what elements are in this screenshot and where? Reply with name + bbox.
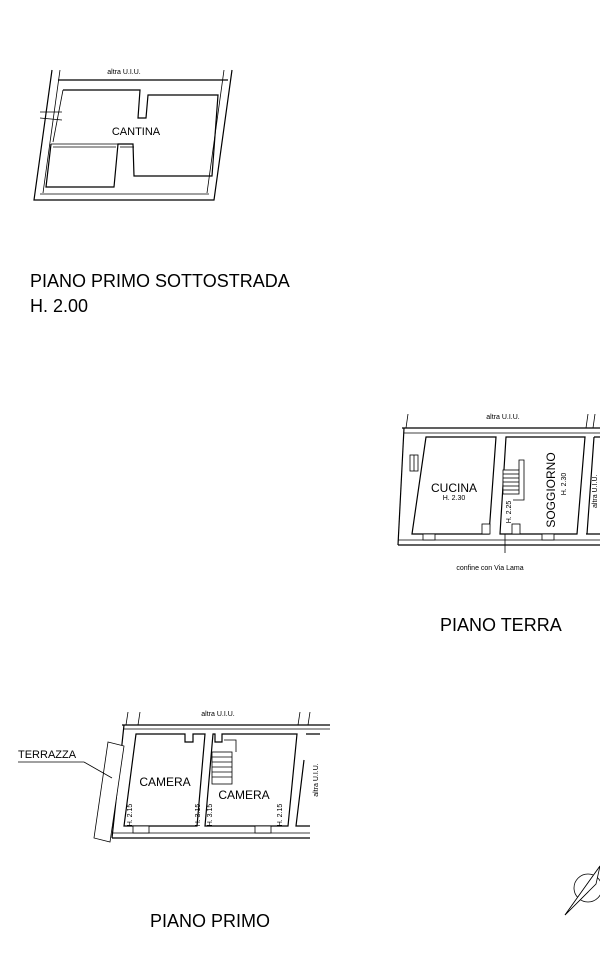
north-arrow-icon: [565, 866, 600, 915]
first-neighbor-right: altra U.I.U.: [313, 763, 320, 797]
room-label-cucina: CUCINA: [430, 481, 478, 495]
room-label-camera-1: CAMERA: [139, 775, 191, 789]
terrace-label: TERRAZZA: [18, 749, 77, 761]
height-label-1: H. 2.15: [127, 803, 134, 827]
cucina-height: H. 2.30: [442, 495, 466, 502]
soggiorno-height: H. 2.30: [561, 472, 568, 496]
basement-title: PIANO PRIMO SOTTOSTRADA: [30, 271, 290, 291]
basement-height: H. 2.00: [30, 296, 89, 316]
terrace-shape: [94, 742, 124, 842]
passage-height: H. 2.25: [506, 500, 513, 524]
first-floor-plan: [18, 711, 330, 842]
ground-neighbor-right: altra U.I.U.: [592, 474, 599, 508]
room-label-soggiorno: SOGGIORNO: [544, 452, 558, 528]
stair-ground: [503, 460, 524, 500]
first-neighbor-top: altra U.I.U.: [201, 711, 235, 718]
height-label-3: H. 3.15: [207, 803, 214, 827]
first-floor-title: PIANO PRIMO: [150, 911, 271, 931]
boundary-note: confine con Via Lama: [456, 565, 524, 572]
ground-floor-title: PIANO TERRA: [440, 615, 562, 635]
height-label-4: H. 2.15: [277, 803, 284, 827]
stair-first: [212, 740, 236, 784]
height-label-2: H. 3.15: [195, 803, 202, 827]
basement-plan: [34, 69, 232, 200]
ground-floor-plan: [398, 414, 600, 572]
room-label-cantina: CANTINA: [111, 126, 161, 138]
basement-neighbor-label: altra U.I.U.: [107, 69, 141, 76]
ground-neighbor-top: altra U.I.U.: [486, 414, 520, 421]
basement-room-outline: [46, 90, 218, 187]
room-label-camera-2: CAMERA: [218, 788, 270, 802]
